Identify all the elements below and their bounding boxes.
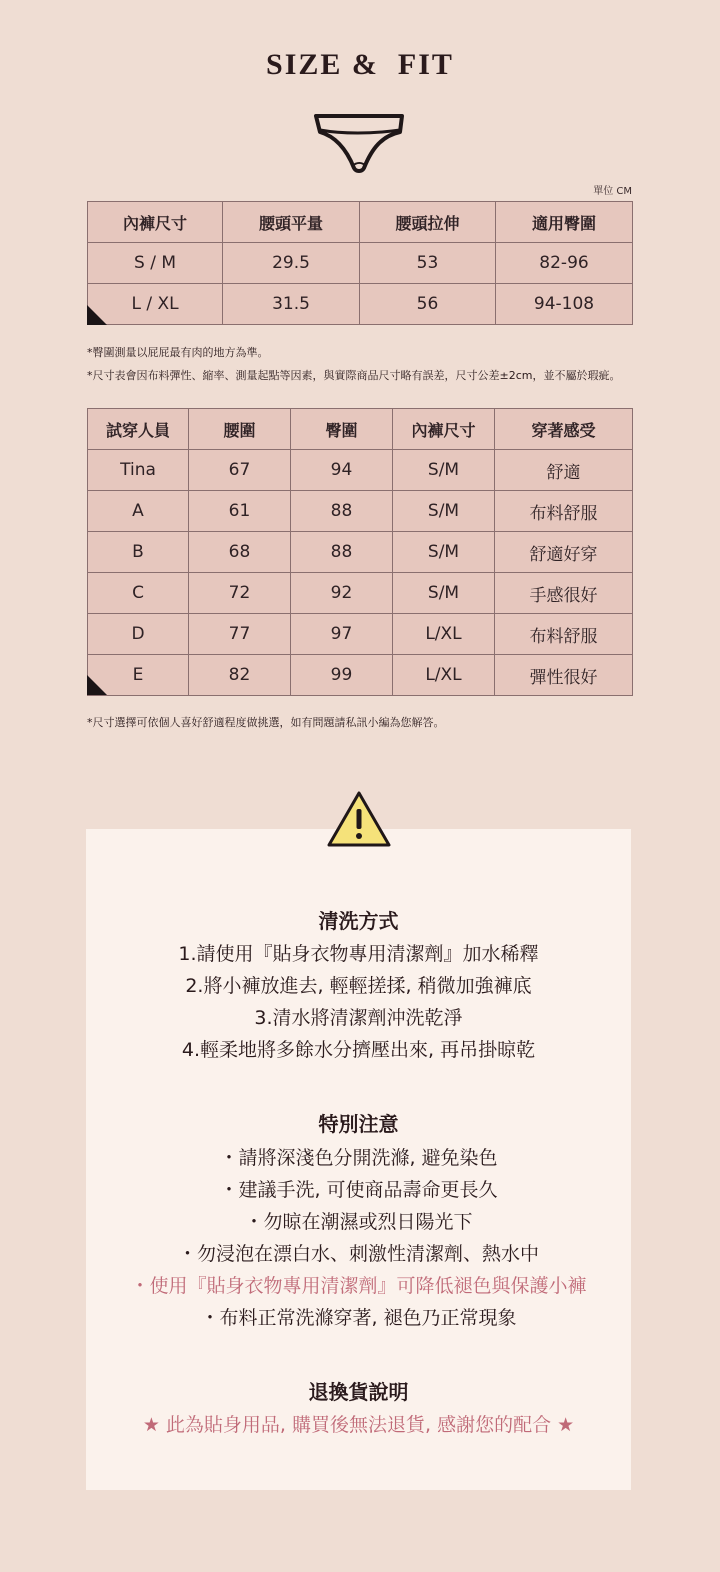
fit-table [87, 408, 633, 696]
table-cell: 77 [189, 614, 291, 655]
table-cell: S/M [393, 573, 495, 614]
table-cell: A [88, 491, 189, 532]
table-cell: 31.5 [223, 284, 360, 325]
table-cell: L / XL [88, 284, 223, 325]
warning-icon [326, 790, 392, 848]
table-cell: 56 [360, 284, 496, 325]
table-row [88, 491, 633, 532]
corner-mark [87, 305, 107, 325]
table-row [88, 573, 633, 614]
table-cell: E [88, 655, 189, 696]
attention-item: ・勿浸泡在漂白水、刺激性清潔劑、熱水中 [177, 1243, 539, 1265]
washing-step: 4.輕柔地將多餘水分擠壓出來, 再吊掛晾乾 [181, 1039, 536, 1061]
table-row [88, 284, 633, 325]
attention-item: ・建議手洗, 可使商品壽命更長久 [219, 1179, 498, 1201]
fit-table-header [88, 409, 633, 450]
table-cell: Tina [88, 450, 189, 491]
table-cell: 82 [189, 655, 291, 696]
fit-note: *尺寸選擇可依個人喜好舒適程度做挑選，如有問題請私訊小編為您解答。 [87, 716, 445, 729]
header-cell: 腰頭平量 [223, 202, 360, 243]
table-cell: 29.5 [223, 243, 360, 284]
header-cell: 試穿人員 [88, 409, 189, 450]
attention-item: ・請將深淺色分開洗滌, 避免染色 [219, 1147, 498, 1169]
table-cell: 92 [291, 573, 393, 614]
header-cell: 穿著感受 [495, 409, 633, 450]
size-table-header [88, 202, 633, 243]
table-row [88, 450, 633, 491]
header-cell: 適用臀圍 [496, 202, 633, 243]
table-cell: 88 [291, 491, 393, 532]
washing-step: 1.請使用『貼身衣物專用清潔劑』加水稀釋 [178, 943, 539, 965]
table-cell: 82-96 [496, 243, 633, 284]
page-title: SIZE & FIT [266, 48, 454, 81]
table-cell: 94-108 [496, 284, 633, 325]
table-cell: 67 [189, 450, 291, 491]
table-row [88, 655, 633, 696]
table-row [88, 532, 633, 573]
table-cell: 舒適 [495, 450, 633, 491]
table-cell: 53 [360, 243, 496, 284]
table-cell: C [88, 573, 189, 614]
table-cell: 布料舒服 [495, 614, 633, 655]
table-cell: L/XL [393, 614, 495, 655]
corner-mark [87, 675, 107, 695]
table-cell: 97 [291, 614, 393, 655]
size-note: *尺寸表會因布料彈性、縮率、測量起點等因素，與實際商品尺寸略有誤差，尺寸公差±2cm，並不屬於瑕疵。 [87, 369, 621, 382]
table-cell: 68 [189, 532, 291, 573]
attention-item: ・勿晾在潮濕或烈日陽光下 [244, 1211, 473, 1233]
table-cell: 布料舒服 [495, 491, 633, 532]
returns-text: ★ 此為貼身用品, 購買後無法退貨, 感謝您的配合 ★ [142, 1414, 575, 1436]
table-cell: 舒適好穿 [495, 532, 633, 573]
header-cell: 腰圍 [189, 409, 291, 450]
attention-item-highlight: ・使用『貼身衣物專用清潔劑』可降低褪色與保護小褲 [130, 1275, 587, 1297]
table-cell: 94 [291, 450, 393, 491]
size-note: *臀圍測量以屁屁最有肉的地方為準。 [87, 346, 269, 359]
size-table [87, 201, 633, 325]
table-cell: S / M [88, 243, 223, 284]
table-cell: 99 [291, 655, 393, 696]
washing-step: 2.將小褲放進去, 輕輕搓揉, 稍微加強褲底 [185, 975, 532, 997]
table-cell: S/M [393, 491, 495, 532]
attention-item: ・布料正常洗滌穿著, 褪色乃正常現象 [200, 1307, 517, 1329]
returns-title: 退換貨說明 [308, 1380, 409, 1404]
table-cell: 88 [291, 532, 393, 573]
underwear-icon [312, 112, 408, 176]
table-cell: 61 [189, 491, 291, 532]
table-cell: S/M [393, 450, 495, 491]
table-cell: 彈性很好 [495, 655, 633, 696]
header-cell: 臀圍 [291, 409, 393, 450]
washing-title: 清洗方式 [318, 909, 399, 933]
table-cell: 手感很好 [495, 573, 633, 614]
header-cell: 內褲尺寸 [393, 409, 495, 450]
table-row [88, 243, 633, 284]
table-cell: D [88, 614, 189, 655]
table-cell: B [88, 532, 189, 573]
header-cell: 內褲尺寸 [88, 202, 223, 243]
attention-title: 特別注意 [318, 1112, 399, 1136]
washing-step: 3.清水將清潔劑沖洗乾淨 [254, 1007, 463, 1029]
table-cell: L/XL [393, 655, 495, 696]
table-row [88, 614, 633, 655]
header-cell: 腰頭拉伸 [360, 202, 496, 243]
table-cell: 72 [189, 573, 291, 614]
table-cell: S/M [393, 532, 495, 573]
care-panel [86, 829, 631, 1490]
unit-label: 單位 CM [593, 186, 632, 197]
